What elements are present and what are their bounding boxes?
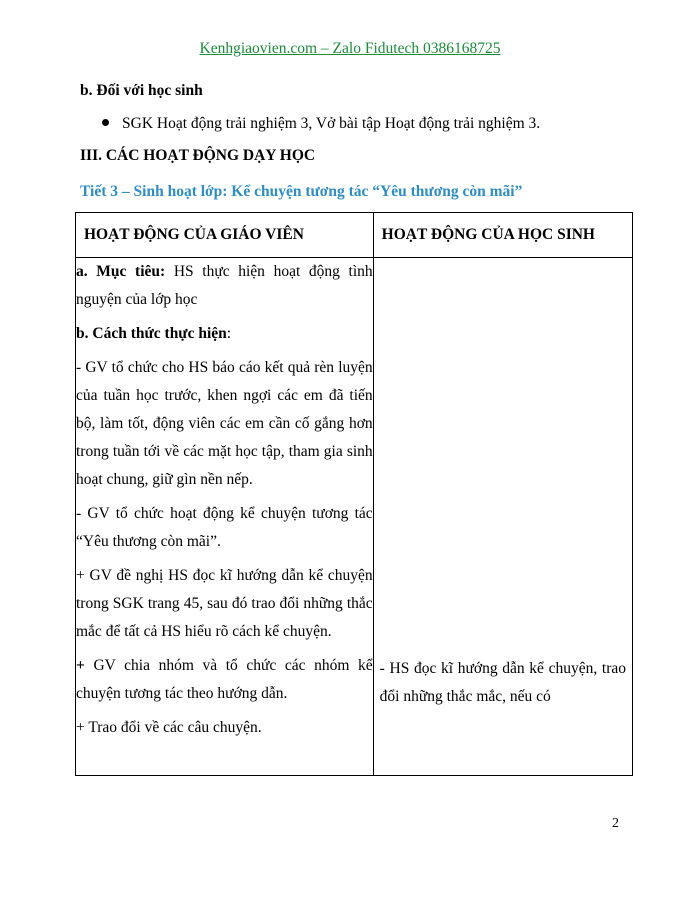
method-paragraph bbox=[76, 320, 373, 348]
step-4-text: GV chia nhóm và tổ chức các nhóm kể chuyện tương tác theo hướng dẫn. bbox=[76, 657, 373, 702]
step-4-mark: + bbox=[76, 657, 85, 674]
bullet-text: SGK Hoạt động trải nghiệm 3, Vở bài tập Hoạt động trải nghiệm 3. bbox=[122, 115, 541, 132]
method-suffix: : bbox=[226, 325, 232, 342]
bullet-dot-icon bbox=[102, 119, 109, 126]
table-header-row bbox=[76, 213, 633, 258]
table-row bbox=[76, 258, 633, 776]
section-b-heading: b. Đối với học sinh bbox=[80, 82, 203, 99]
goal-text: HS thực hiện hoạt động tình nguyện của lớp học bbox=[76, 263, 373, 308]
lesson-title: Tiết 3 – Sinh hoạt lớp: Kể chuyện tương tác “Yêu thương còn mãi” bbox=[80, 183, 523, 200]
page-number: 2 bbox=[612, 816, 619, 831]
goal-label: a. Mục tiêu: bbox=[76, 263, 166, 280]
section-iii-heading: III. CÁC HOẠT ĐỘNG DẠY HỌC bbox=[80, 147, 316, 164]
teacher-activity-cell bbox=[76, 258, 374, 776]
page-header bbox=[0, 40, 700, 58]
student-activity-cell bbox=[373, 258, 632, 776]
method-label: b. Cách thức thực hiện bbox=[76, 325, 227, 342]
teacher-step-2: - GV tổ chức hoạt động kể chuyện tương tác “Yêu thương còn mãi”. bbox=[76, 505, 373, 550]
teacher-step-4 bbox=[76, 652, 373, 708]
teacher-step-3: + GV đề nghị HS đọc kĩ hướng dẫn kể chuyện trong SGK trang 45, sau đó trao đổi những thắc mắc để tất cả HS hiểu rõ cách kể chuyện. bbox=[76, 567, 373, 640]
student-note: - HS đọc kĩ hướng dẫn kể chuyện, trao đổi những thắc mắc, nếu có bbox=[379, 660, 626, 705]
student-column-header: HOẠT ĐỘNG CỦA HỌC SINH bbox=[373, 213, 632, 258]
teacher-column-header: HOẠT ĐỘNG CỦA GIÁO VIÊN bbox=[76, 213, 374, 258]
teacher-step-5: + Trao đổi về các câu chuyện. bbox=[76, 719, 262, 736]
header-link[interactable]: Kenhgiaovien.com – Zalo Fidutech 0386168725 bbox=[199, 40, 501, 57]
activity-table bbox=[75, 212, 633, 776]
bullet-item bbox=[102, 115, 540, 133]
teacher-step-1: - GV tổ chức cho HS báo cáo kết quả rèn luyện của tuần học trước, khen ngợi các em đã tiến bộ, làm tốt, động viên các em cần cố gắng hơn trong tuần tới về các mặt học tập, tham gia sinh hoạt chung, giữ gìn nền nếp. bbox=[76, 359, 373, 488]
goal-paragraph bbox=[76, 258, 373, 314]
